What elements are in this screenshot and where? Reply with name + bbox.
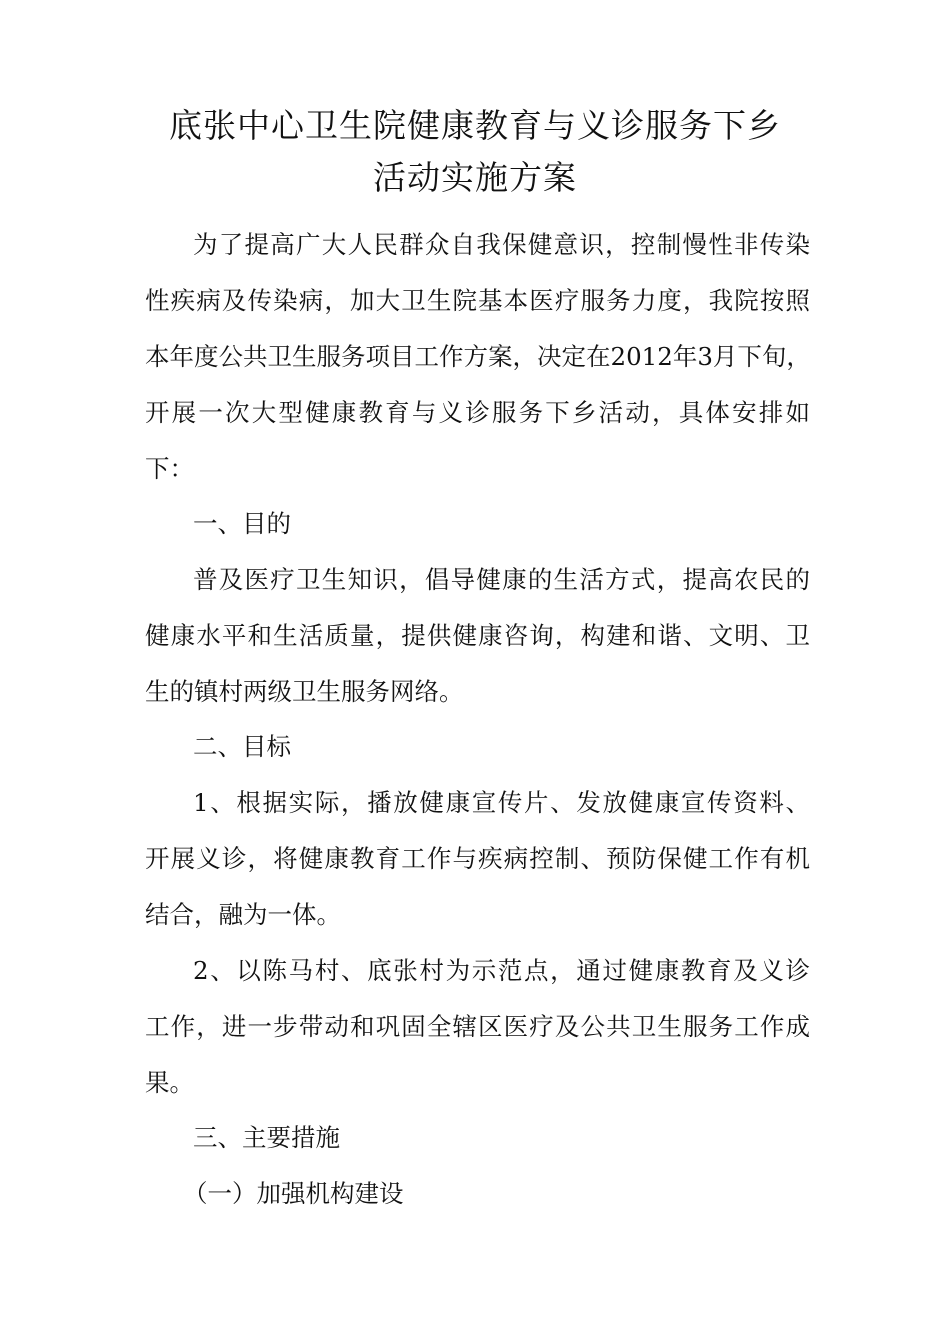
subsection-heading-organization: （一）加强机构建设 (183, 1179, 404, 1208)
document-title-line-1: 底张中心卫生院健康教育与义诊服务下乡 (169, 106, 781, 145)
purpose-line-2: 健康水平和生活质量，提供健康咨询，构建和谐、文明、卫 (145, 621, 810, 650)
document-title-line-2: 活动实施方案 (373, 158, 577, 197)
goal-2-line-1: 2、以陈马村、底张村为示范点，通过健康教育及义诊 (193, 956, 810, 985)
goal-1-line-1: 1、根据实际，播放健康宣传片、发放健康宣传资料、 (193, 788, 810, 817)
goal-2-line-3: 果。 (145, 1068, 194, 1097)
section-heading-purpose: 一、目的 (193, 509, 291, 538)
intro-line-4: 开展一次大型健康教育与义诊服务下乡活动，具体安排如 (145, 398, 810, 427)
intro-line-2: 性疾病及传染病，加大卫生院基本医疗服务力度，我院按照 (145, 286, 810, 315)
intro-line-1: 为了提高广大人民群众自我保健意识，控制慢性非传染 (193, 230, 810, 259)
purpose-line-3: 生的镇村两级卫生服务网络。 (145, 677, 464, 706)
goal-1-line-3: 结合，融为一体。 (145, 900, 341, 929)
section-heading-measures: 三、主要措施 (193, 1123, 340, 1152)
section-heading-goals: 二、目标 (193, 732, 291, 761)
intro-line-5: 下： (145, 454, 194, 483)
goal-1-line-2: 开展义诊，将健康教育工作与疾病控制、预防保健工作有机 (145, 844, 810, 873)
goal-2-line-2: 工作，进一步带动和巩固全辖区医疗及公共卫生服务工作成 (145, 1012, 810, 1041)
purpose-line-1: 普及医疗卫生知识，倡导健康的生活方式，提高农民的 (193, 565, 810, 594)
intro-line-3: 本年度公共卫生服务项目工作方案，决定在2012年3月下旬， (145, 342, 811, 371)
